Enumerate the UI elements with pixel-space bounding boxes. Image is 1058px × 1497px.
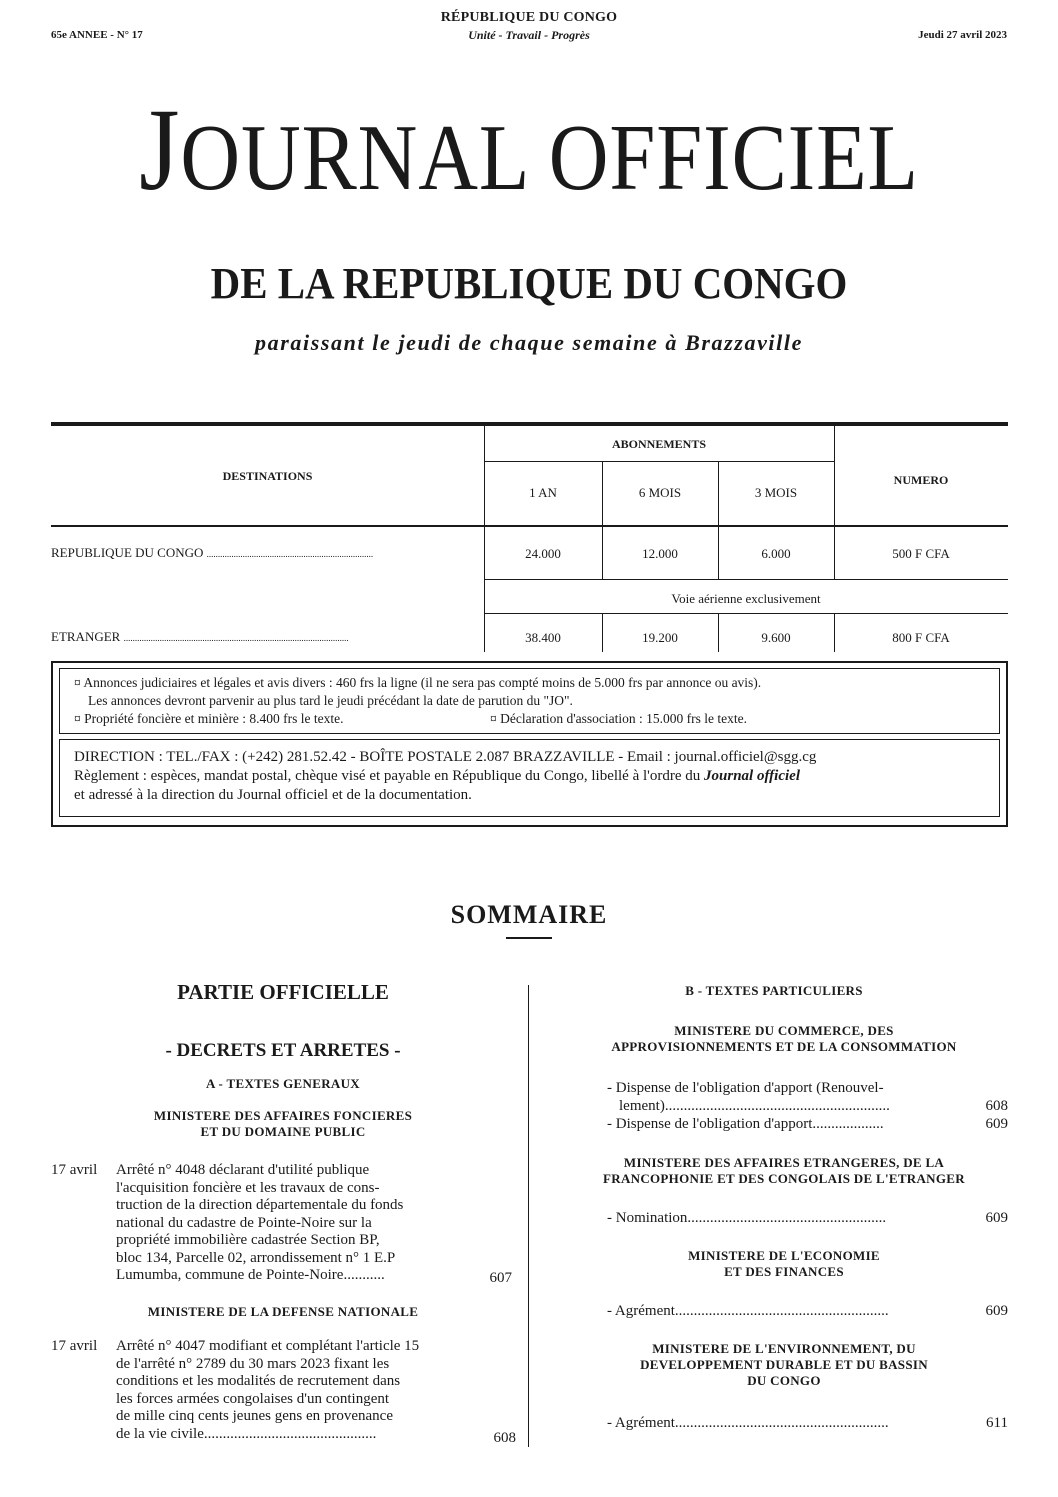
dest-etranger <box>51 629 349 645</box>
etranger-6mois: 19.200 <box>642 630 678 645</box>
masthead-subtitle: DE LA REPUBLIQUE DU CONGO <box>210 259 848 308</box>
congo-numero: 500 F CFA <box>892 546 950 561</box>
ministry-env-line3: DU CONGO <box>747 1373 821 1388</box>
entry-line: Arrêté n° 4047 modifiant et complétant l'article 15 <box>116 1338 420 1354</box>
decrets-arretes: - DECRETS ET ARRETES - <box>165 1040 401 1061</box>
ministry-commerce-line1: MINISTERE DU COMMERCE, DES <box>674 1023 894 1038</box>
ministry-eco-line1: MINISTERE DE L'ECONOMIE <box>688 1248 880 1263</box>
entry-line: l'acquisition foncière et les travaux de cons- <box>116 1179 380 1196</box>
header-numero: NUMERO <box>893 473 949 487</box>
ministry-commerce-line2: APPROVISIONNEMENTS ET DE LA CONSOMMATION <box>611 1039 957 1054</box>
entry-line: national du cadastre de Pointe-Noire sur la <box>116 1214 372 1231</box>
entry-line: bloc 134, Parcelle 02, arrondissement n° 1 E.P <box>116 1249 396 1266</box>
subscription-table <box>51 426 1008 656</box>
entry-line: de mille cinq cents jeunes gens en provenance <box>116 1408 393 1424</box>
page-number: 609 <box>985 1210 1008 1226</box>
entry-agrement-eco: - Agrément......................................................... <box>607 1303 889 1319</box>
divider <box>484 613 1008 614</box>
ministry-environnement <box>540 1341 1028 1389</box>
entry-arrete-4047 <box>116 1338 466 1443</box>
page-number: 607 <box>489 1270 512 1286</box>
header-abonnements: ABONNEMENTS <box>611 437 706 451</box>
page-number: 608 <box>493 1430 516 1446</box>
masthead-rest: OURNAL OFFICIEL <box>180 106 919 210</box>
ministry-defense: MINISTERE DE LA DEFENSE NATIONALE <box>147 1304 419 1319</box>
republic-name: RÉPUBLIQUE DU CONGO <box>440 10 618 25</box>
tariffs-box <box>59 668 1000 734</box>
entry-dispense-renouvellement <box>607 1080 967 1115</box>
entry-line: - Dispense de l'obligation d'apport (Renouvel- <box>607 1080 884 1096</box>
sommaire-rule <box>506 937 552 939</box>
page-number: 611 <box>986 1415 1008 1431</box>
direction-contact: DIRECTION : TEL./FAX : (+242) 281.52.42 - BOÎTE POSTALE 2.087 BRAZZAVILLE - Email : journal.officiel@sgg.cg <box>74 749 817 765</box>
notices-box <box>51 661 1008 827</box>
ministry-economie <box>540 1248 1028 1280</box>
payment-address: et adressé à la direction du Journal officiel et de la documentation. <box>74 787 472 803</box>
congo-1an: 24.000 <box>525 546 561 561</box>
entry-line: Arrêté n° 4048 déclarant d'utilité publique <box>116 1162 370 1178</box>
notice-association: ¤ Déclaration d'association : 15.000 frs le texte. <box>490 711 747 726</box>
entry-line: truction de la direction départementale du fonds <box>116 1197 404 1213</box>
payment-terms <box>74 768 800 785</box>
entry-arrete-4048 <box>116 1162 466 1285</box>
air-note: Voie aérienne exclusivement <box>671 591 821 606</box>
textes-particuliers: B - TEXTES PARTICULIERS <box>685 983 863 998</box>
congo-3mois: 6.000 <box>761 546 791 561</box>
entry-line: de l'arrêté n° 2789 du 30 mars 2023 fixant les <box>116 1355 390 1372</box>
entry-line: lement)............................................................ <box>619 1097 890 1114</box>
ministry-ae-line1: MINISTERE DES AFFAIRES ETRANGERES, DE LA <box>623 1155 945 1170</box>
etranger-numero: 800 F CFA <box>892 630 950 645</box>
issue-date: Jeudi 27 avril 2023 <box>918 29 1007 41</box>
leader-dots: .......................................................................... <box>206 549 374 559</box>
entry-dispense: - Dispense de l'obligation d'apport................... <box>607 1116 884 1132</box>
entry-line: Lumumba, commune de Pointe-Noire........... <box>116 1267 385 1283</box>
page-number: 609 <box>985 1116 1008 1132</box>
page-number: 609 <box>985 1303 1008 1319</box>
national-motto: Unité - Travail - Progrès <box>468 28 590 42</box>
etranger-1an: 38.400 <box>525 630 561 645</box>
divider <box>484 579 1008 580</box>
column-divider <box>528 985 529 1447</box>
ministry-foncieres <box>51 1108 515 1140</box>
ministry-env-line2: DEVELOPPEMENT DURABLE ET DU BASSIN <box>640 1357 928 1372</box>
period-6mois: 6 MOIS <box>638 485 682 500</box>
payment-terms-text: Règlement : espèces, mandat postal, chèque visé et payable en République du Congo, libellé à l'ordre du <box>74 768 701 784</box>
etranger-3mois: 9.600 <box>761 630 791 645</box>
page-number: 608 <box>985 1098 1008 1114</box>
direction-box <box>59 739 1000 817</box>
textes-generaux: A - TEXTES GENERAUX <box>206 1076 360 1091</box>
entry-date: 17 avril <box>51 1338 98 1354</box>
entry-agrement-env: - Agrément......................................................... <box>607 1415 889 1431</box>
notice-propriete: ¤ Propriété foncière et minière : 8.400 frs le texte. <box>74 711 344 726</box>
republic-block <box>329 10 729 43</box>
notice-deadline: Les annonces devront parvenir au plus tard le jeudi précédant la date de parution du "JO". <box>88 693 573 708</box>
issue-number: 65e ANNEE - N° 17 <box>51 29 143 41</box>
sommaire-title: SOMMAIRE <box>450 900 608 929</box>
divider <box>51 525 1008 527</box>
ministry-affaires-etrangeres <box>540 1155 1028 1187</box>
entry-line: conditions et les modalités de recrutement dans <box>116 1373 401 1389</box>
masthead-initial: J <box>139 84 181 215</box>
ministry-ae-line2: FRANCOPHONIE ET DES CONGOLAIS DE L'ETRANGER <box>603 1171 965 1186</box>
dest-congo <box>51 545 373 561</box>
period-1an: 1 AN <box>529 485 557 500</box>
publication-tagline: paraissant le jeudi de chaque semaine à Brazzaville <box>255 330 803 355</box>
ministry-foncieres-line2: ET DU DOMAINE PUBLIC <box>200 1124 366 1139</box>
entry-line: propriété immobilière cadastrée Section BP, <box>116 1232 380 1248</box>
dest-congo-label: REPUBLIQUE DU CONGO <box>51 545 204 560</box>
ministry-foncieres-line1: MINISTERE DES AFFAIRES FONCIERES <box>153 1108 413 1123</box>
entry-nomination: - Nomination..................................................... <box>607 1210 887 1226</box>
entry-date: 17 avril <box>51 1162 98 1178</box>
journal-name: Journal officiel <box>704 768 800 784</box>
ministry-commerce <box>540 1023 1028 1055</box>
entry-line: de la vie civile.............................................. <box>116 1425 377 1442</box>
dest-etranger-label: ETRANGER <box>51 629 121 644</box>
divider <box>484 461 834 462</box>
leader-dots: .................................................................................................... <box>123 633 349 643</box>
header-destinations: DESTINATIONS <box>222 469 313 483</box>
ministry-env-line1: MINISTERE DE L'ENVIRONNEMENT, DU <box>652 1341 916 1356</box>
notice-annonces: ¤ Annonces judiciaires et légales et avis divers : 460 frs la ligne (il ne sera pas compté moins de 5.000 frs par annonce ou avis). <box>74 675 762 690</box>
congo-6mois: 12.000 <box>642 546 678 561</box>
entry-line: les forces armées congolaises d'un contingent <box>116 1390 390 1407</box>
period-3mois: 3 MOIS <box>754 485 798 500</box>
partie-officielle: PARTIE OFFICIELLE <box>177 980 389 1004</box>
masthead-title <box>63 84 994 215</box>
ministry-eco-line2: ET DES FINANCES <box>724 1264 844 1279</box>
